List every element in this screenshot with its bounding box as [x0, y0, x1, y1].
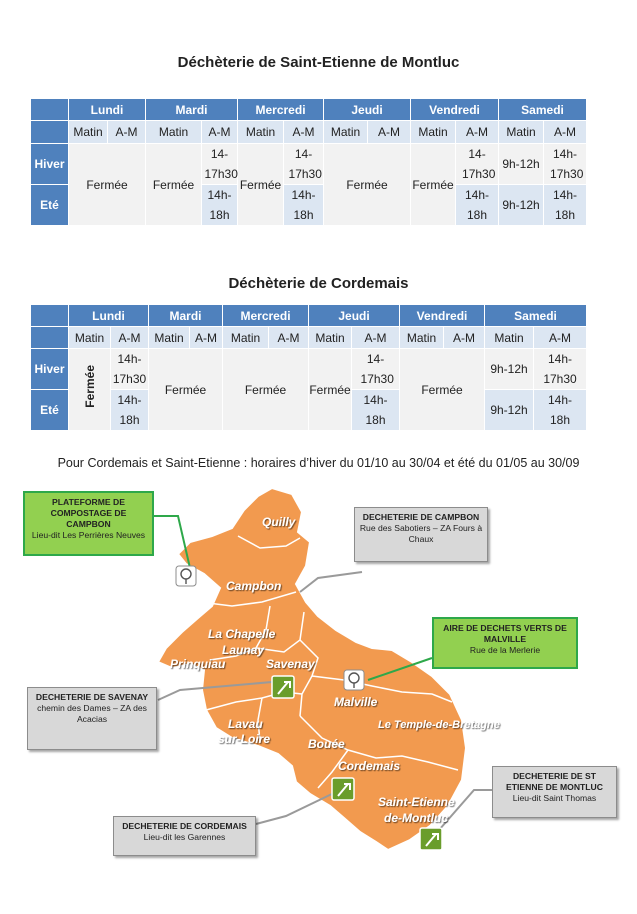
- cell-lundi-matin: [69, 349, 111, 431]
- campbon-center-address: Rue des Sabotiers – ZA Fours à Chaux: [359, 523, 483, 544]
- cell-text: 14h-18h: [117, 393, 142, 427]
- cordemais-center-title: DECHETERIE DE CORDEMAIS: [122, 821, 247, 831]
- slot-header: Matin: [411, 121, 456, 144]
- st-etienne-center-address: Lieu-dit Saint Thomas: [512, 793, 597, 803]
- savenay-center-address: chemin des Dames – ZA des Acacias: [37, 703, 147, 724]
- town-label-lavau: Lavau: [228, 717, 263, 731]
- header-corner: [31, 305, 69, 327]
- slot-header: A-M: [456, 121, 499, 144]
- slot-header: Matin: [146, 121, 202, 144]
- day-header: Samedi: [499, 99, 587, 121]
- malville-green-waste-address: Rue de la Merlerie: [469, 645, 541, 655]
- town-label-sur-loire: sur-Loire: [218, 732, 271, 746]
- cell-samedi-am-ete: [534, 390, 587, 431]
- cell-text: 14h-17h30: [112, 352, 147, 386]
- row-header-hiver: Hiver: [31, 349, 69, 390]
- day-header: Jeudi: [309, 305, 400, 327]
- cell-lundi: Fermée: [69, 144, 146, 226]
- slot-header: Matin: [499, 121, 544, 144]
- malville-green-waste-box: [432, 617, 578, 669]
- town-label-launay: Launay: [222, 643, 265, 657]
- savenay-center-title: DECHETERIE DE SAVENAY: [35, 692, 149, 702]
- table2-title: Déchèterie de Cordemais: [228, 275, 409, 292]
- cell-mercredi-matin: Fermée: [238, 144, 284, 226]
- cordemais-center-box: [113, 816, 256, 856]
- town-label-cordemais: Cordemais: [338, 759, 401, 773]
- header-corner: [31, 99, 69, 121]
- slot-header: A-M: [190, 327, 223, 349]
- slot-header: A-M: [444, 327, 485, 349]
- cell-mardi: Fermée: [149, 349, 223, 431]
- town-label-quilly: Quilly: [262, 515, 296, 529]
- town-label-le-temple-de-bretagne: Le Temple-de-Bretagne: [378, 719, 500, 731]
- day-header: Lundi: [69, 305, 149, 327]
- cell-jeudi: Fermée: [324, 144, 411, 226]
- recycling-center-icon-savenay: [272, 676, 294, 698]
- day-header: Mercredi: [223, 305, 309, 327]
- cell-text: 14h-18h: [553, 188, 578, 222]
- header-corner: [31, 327, 69, 349]
- malville-green-waste-title: AIRE DE DECHETS VERTS DE MALVILLE: [443, 623, 567, 644]
- cell-lundi-am-ete: [111, 390, 149, 431]
- row-header-hiver: Hiver: [31, 144, 69, 185]
- slot-header: A-M: [108, 121, 146, 144]
- recycling-center-icon-cordemais: [332, 778, 354, 800]
- cell-mercredi-am-ete: [284, 185, 324, 226]
- campbon-center-title: DECHETERIE DE CAMPBON: [362, 512, 480, 522]
- cell-samedi-matin-ete: 9h-12h: [485, 390, 534, 431]
- row-header-ete: Eté: [31, 185, 69, 226]
- cell-samedi-matin-ete: 9h-12h: [499, 185, 544, 226]
- day-header: Vendredi: [400, 305, 485, 327]
- schedule-table-cordemais: [30, 304, 587, 431]
- compost-platform-box: [23, 491, 154, 556]
- cell-mardi-am-hiver: [202, 144, 238, 185]
- cell-text: 14h-18h: [548, 393, 573, 427]
- cell-text: 14h-18h: [465, 188, 490, 222]
- day-header: Mercredi: [238, 99, 324, 121]
- town-label-prinquiau: Prinquiau: [170, 657, 226, 671]
- cell-lundi-am-hiver: [111, 349, 149, 390]
- day-header: Samedi: [485, 305, 587, 327]
- cell-text: 14h-17h30: [550, 147, 584, 181]
- cell-vendredi-am-hiver: [456, 144, 499, 185]
- slot-header: Matin: [324, 121, 368, 144]
- day-header: Mardi: [146, 99, 238, 121]
- cell-samedi-matin-hiver: 9h-12h: [499, 144, 544, 185]
- cell-text: 14-17h30: [462, 147, 496, 181]
- cell-mercredi: Fermée: [223, 349, 309, 431]
- slot-header: Matin: [149, 327, 190, 349]
- slot-header: Matin: [238, 121, 284, 144]
- cell-text: 14-17h30: [204, 147, 238, 181]
- cell-samedi-am-hiver: [534, 349, 587, 390]
- cell-samedi-am-ete: [544, 185, 587, 226]
- cell-text: 14h-17h30: [543, 352, 577, 386]
- schedule-table-st-etienne: [30, 98, 587, 226]
- cell-text: 14-17h30: [288, 147, 322, 181]
- slot-header: Matin: [309, 327, 352, 349]
- cell-text: 14h-18h: [363, 393, 388, 427]
- slot-header: Matin: [400, 327, 444, 349]
- slot-header: A-M: [269, 327, 309, 349]
- town-label-la-chapelle: La Chapelle: [208, 627, 276, 641]
- slot-header: Matin: [485, 327, 534, 349]
- cordemais-center-address: Lieu-dit les Garennes: [143, 832, 226, 842]
- cell-vendredi-am-ete: [456, 185, 499, 226]
- campbon-center-box: [354, 507, 488, 562]
- slot-header: A-M: [534, 327, 587, 349]
- cell-vendredi: Fermée: [400, 349, 485, 431]
- cell-samedi-am-hiver: [544, 144, 587, 185]
- town-label-campbon: Campbon: [226, 579, 282, 593]
- cell-mercredi-am-hiver: [284, 144, 324, 185]
- compost-platform-title: PLATEFORME DE COMPOSTAGE DE CAMPBON: [50, 497, 127, 529]
- cell-text: 14h-18h: [291, 188, 316, 222]
- cell-samedi-matin-hiver: 9h-12h: [485, 349, 534, 390]
- slot-header: A-M: [368, 121, 411, 144]
- slot-header: A-M: [202, 121, 238, 144]
- slot-header: A-M: [284, 121, 324, 144]
- season-note: Pour Cordemais et Saint-Etienne : horaires d’hiver du 01/10 au 30/04 et été du 01/05 au 30/09: [57, 456, 580, 470]
- slot-header: A-M: [352, 327, 400, 349]
- town-label-malville: Malville: [334, 695, 378, 709]
- st-etienne-center-box: [492, 766, 617, 818]
- slot-header: Matin: [223, 327, 269, 349]
- slot-header: A-M: [111, 327, 149, 349]
- st-etienne-center-title: DECHETERIE DE ST ETIENNE DE MONTLUC: [506, 771, 603, 792]
- day-header: Vendredi: [411, 99, 499, 121]
- slot-header: Matin: [69, 327, 111, 349]
- table1-title: Déchèterie de Saint-Etienne de Montluc: [177, 54, 460, 71]
- cell-jeudi-am-ete: [352, 390, 400, 431]
- town-label-saint-etienne: Saint-Etienne: [378, 795, 455, 809]
- cell-jeudi-am-hiver: [352, 349, 400, 390]
- cell-text: 14h-18h: [207, 188, 232, 222]
- header-corner: [31, 121, 69, 144]
- compost-platform-address: Lieu-dit Les Perrières Neuves: [31, 530, 146, 540]
- town-label-savenay: Savenay: [266, 657, 315, 671]
- row-header-ete: Eté: [31, 390, 69, 431]
- day-header: Mardi: [149, 305, 223, 327]
- cell-jeudi-matin: Fermée: [309, 349, 352, 431]
- town-label-de-montluc: de-Montluc: [384, 811, 448, 825]
- slot-header: A-M: [544, 121, 587, 144]
- savenay-center-box: [27, 687, 157, 750]
- cell-text-vertical: Fermée: [82, 365, 97, 408]
- compost-icon: [176, 566, 196, 586]
- green-waste-icon: [344, 670, 364, 690]
- recycling-center-icon-st-etienne: [420, 828, 442, 850]
- cell-text: 14-17h30: [360, 352, 394, 386]
- town-label-bouee: Bouée: [308, 737, 345, 751]
- cell-mardi-matin: Fermée: [146, 144, 202, 226]
- day-header: Lundi: [69, 99, 146, 121]
- cell-vendredi-matin: Fermée: [411, 144, 456, 226]
- day-header: Jeudi: [324, 99, 411, 121]
- cell-mardi-am-ete: [202, 185, 238, 226]
- slot-header: Matin: [69, 121, 108, 144]
